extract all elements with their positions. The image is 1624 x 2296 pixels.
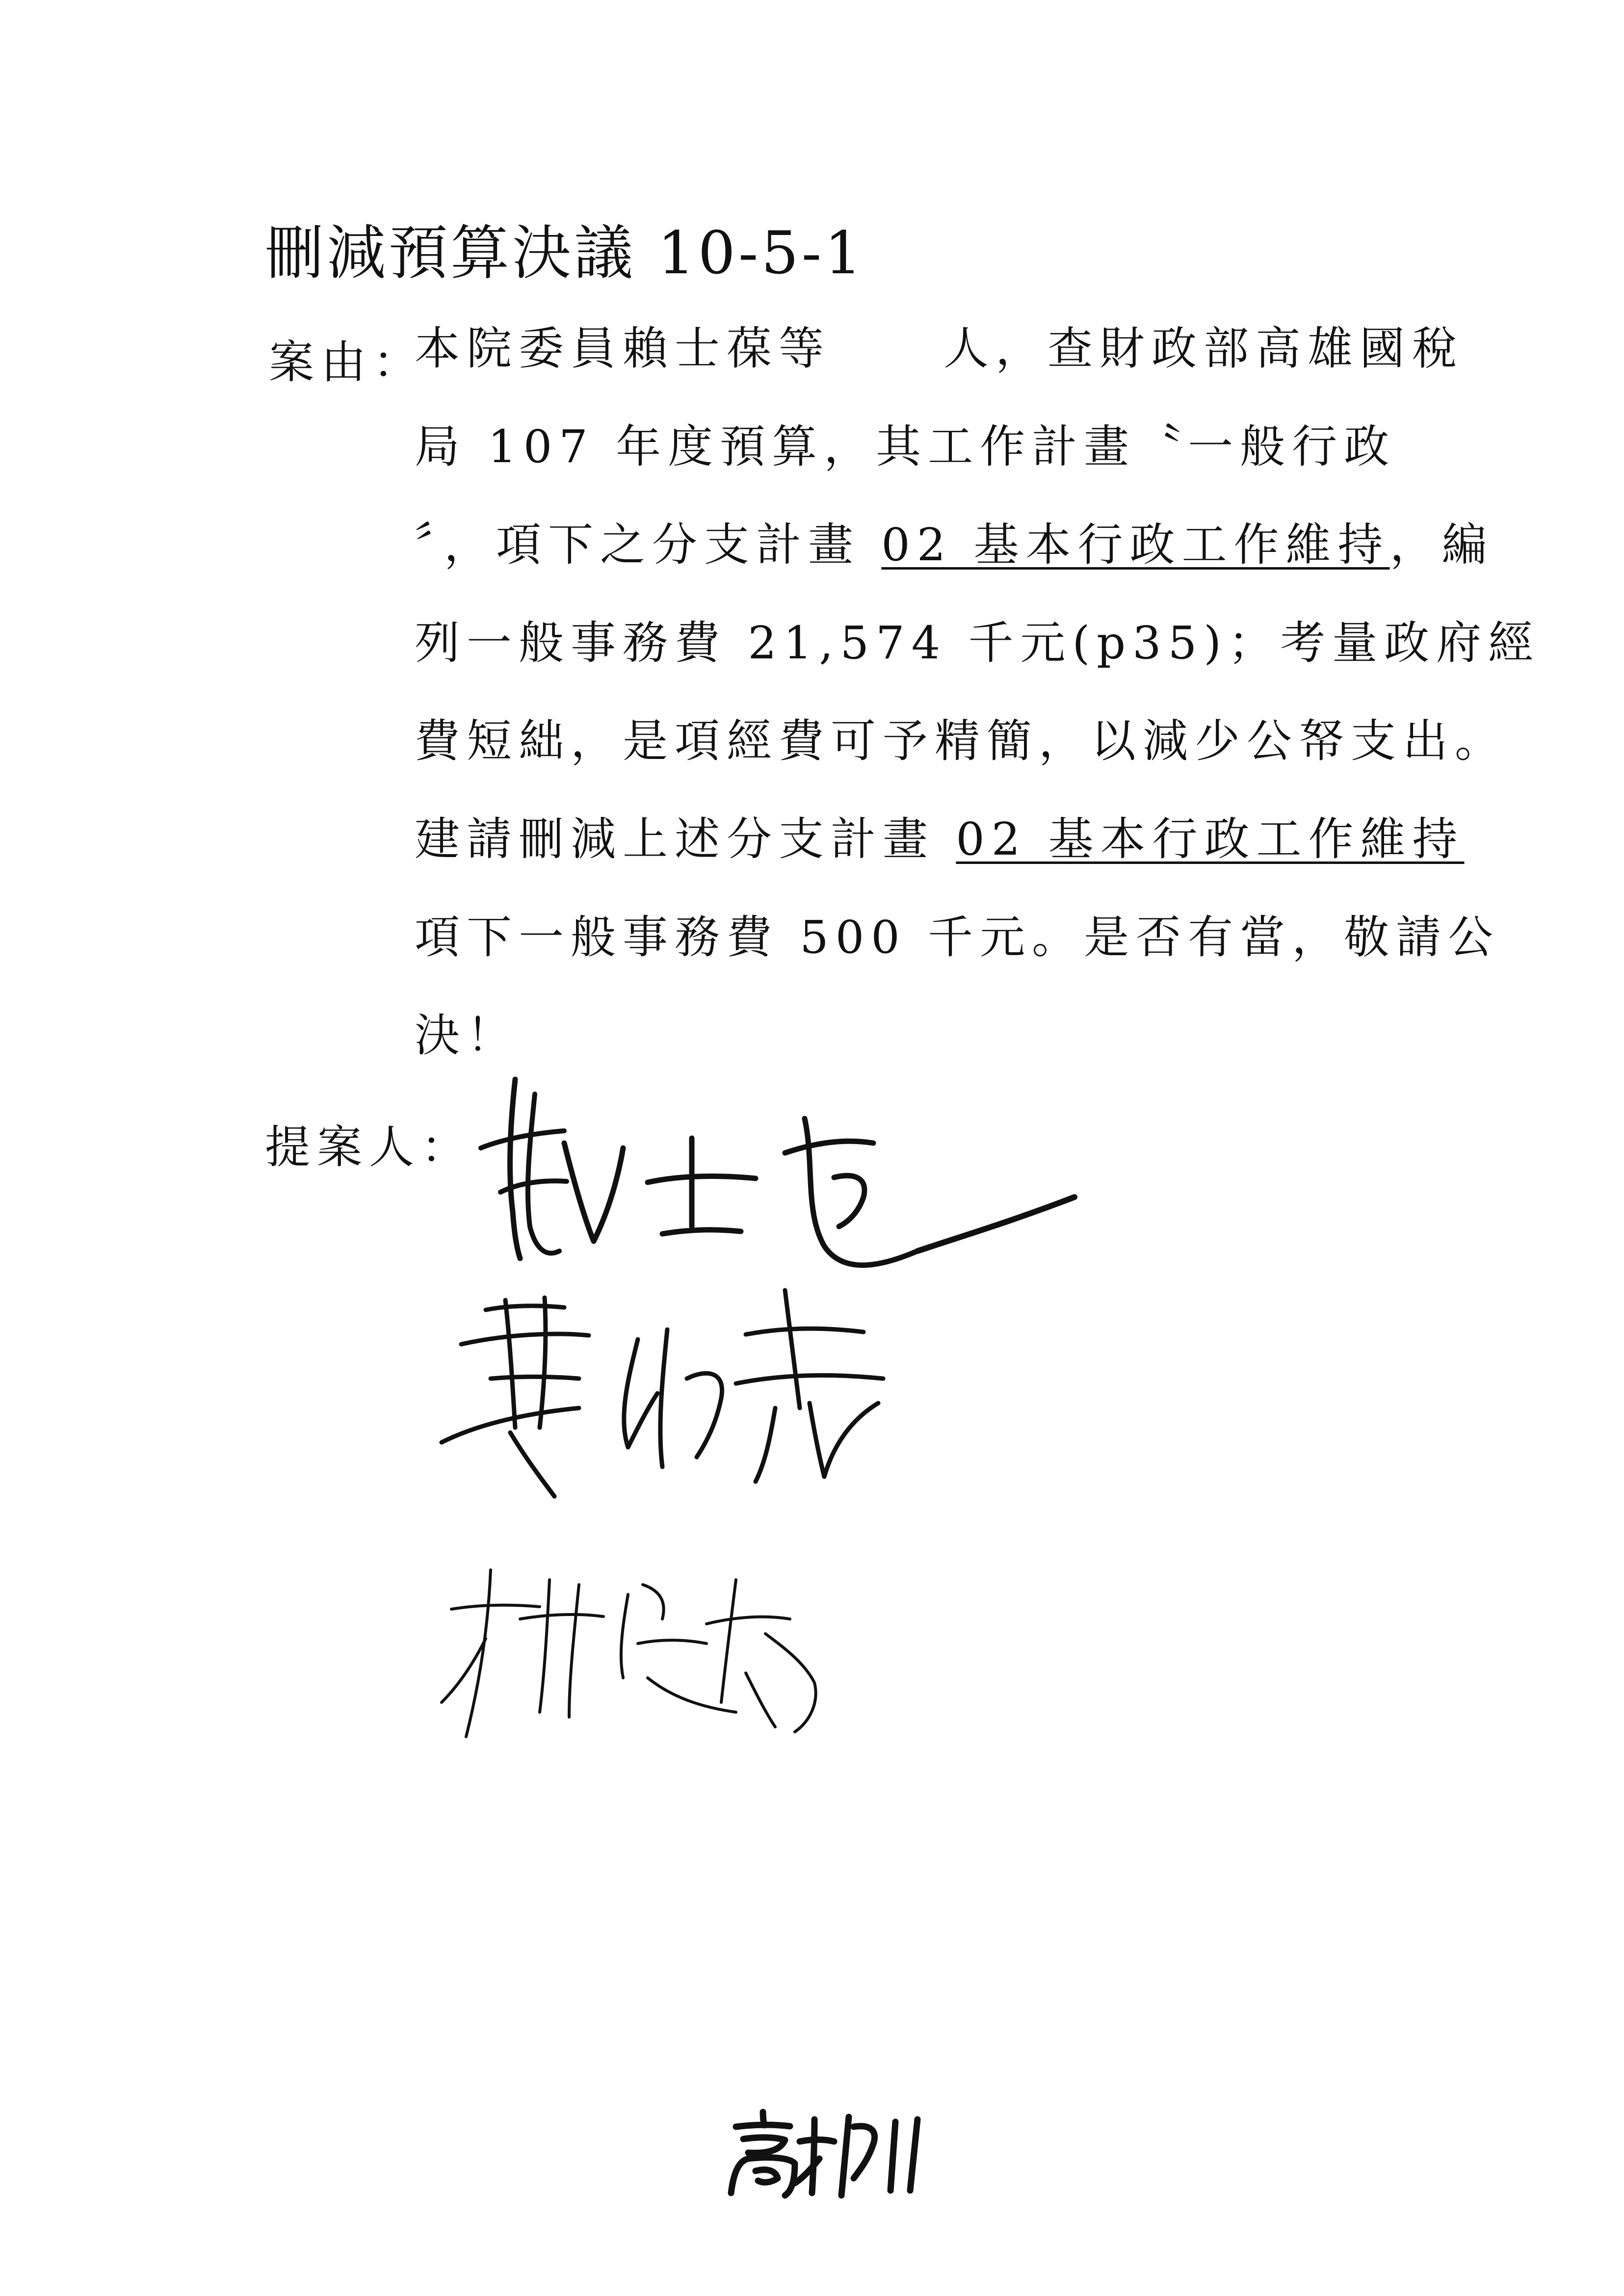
body-line-7: 項下一般事務費 500 千元。是否有當，敬請公 [415, 911, 1500, 964]
signature-2 [432, 1280, 947, 1511]
body-line-4: 列一般事務費 21,574 千元(p35)；考量政府經 [415, 617, 1541, 669]
body-line-6 [415, 813, 1465, 865]
signature-1 [461, 1065, 1099, 1285]
body-line-3 [415, 519, 1494, 571]
body-line-1 [415, 322, 1464, 375]
footer-stamp [721, 2105, 927, 2203]
branch-plan-underline-2: 02 基本行政工作維持 [956, 813, 1465, 865]
signature-3 [432, 1550, 873, 1761]
body-line-5: 費短絀，是項經費可予精簡，以減少公帑支出。 [415, 715, 1507, 767]
body-line-3-before: 〞，項下之分支計畫 [415, 519, 882, 571]
body-line-2: 局 107 年度預算，其工作計畫〝一般行政 [415, 420, 1396, 473]
proposer-label: 提案人： [265, 1121, 473, 1174]
body-line-1-after: 人，查財政部高雄國稅 [943, 322, 1464, 375]
body-line-6-before: 建請刪減上述分支計畫 [415, 813, 956, 865]
body-line-8: 決！ [415, 1009, 519, 1062]
case-label: 案由： [269, 336, 425, 389]
body-line-1-text: 本院委員賴士葆等 [415, 322, 831, 375]
body-line-3-after: ，編 [1389, 519, 1494, 571]
document-title: 刪減預算決議 10-5-1 [265, 219, 865, 287]
branch-plan-underline: 02 基本行政工作維持 [881, 519, 1390, 571]
